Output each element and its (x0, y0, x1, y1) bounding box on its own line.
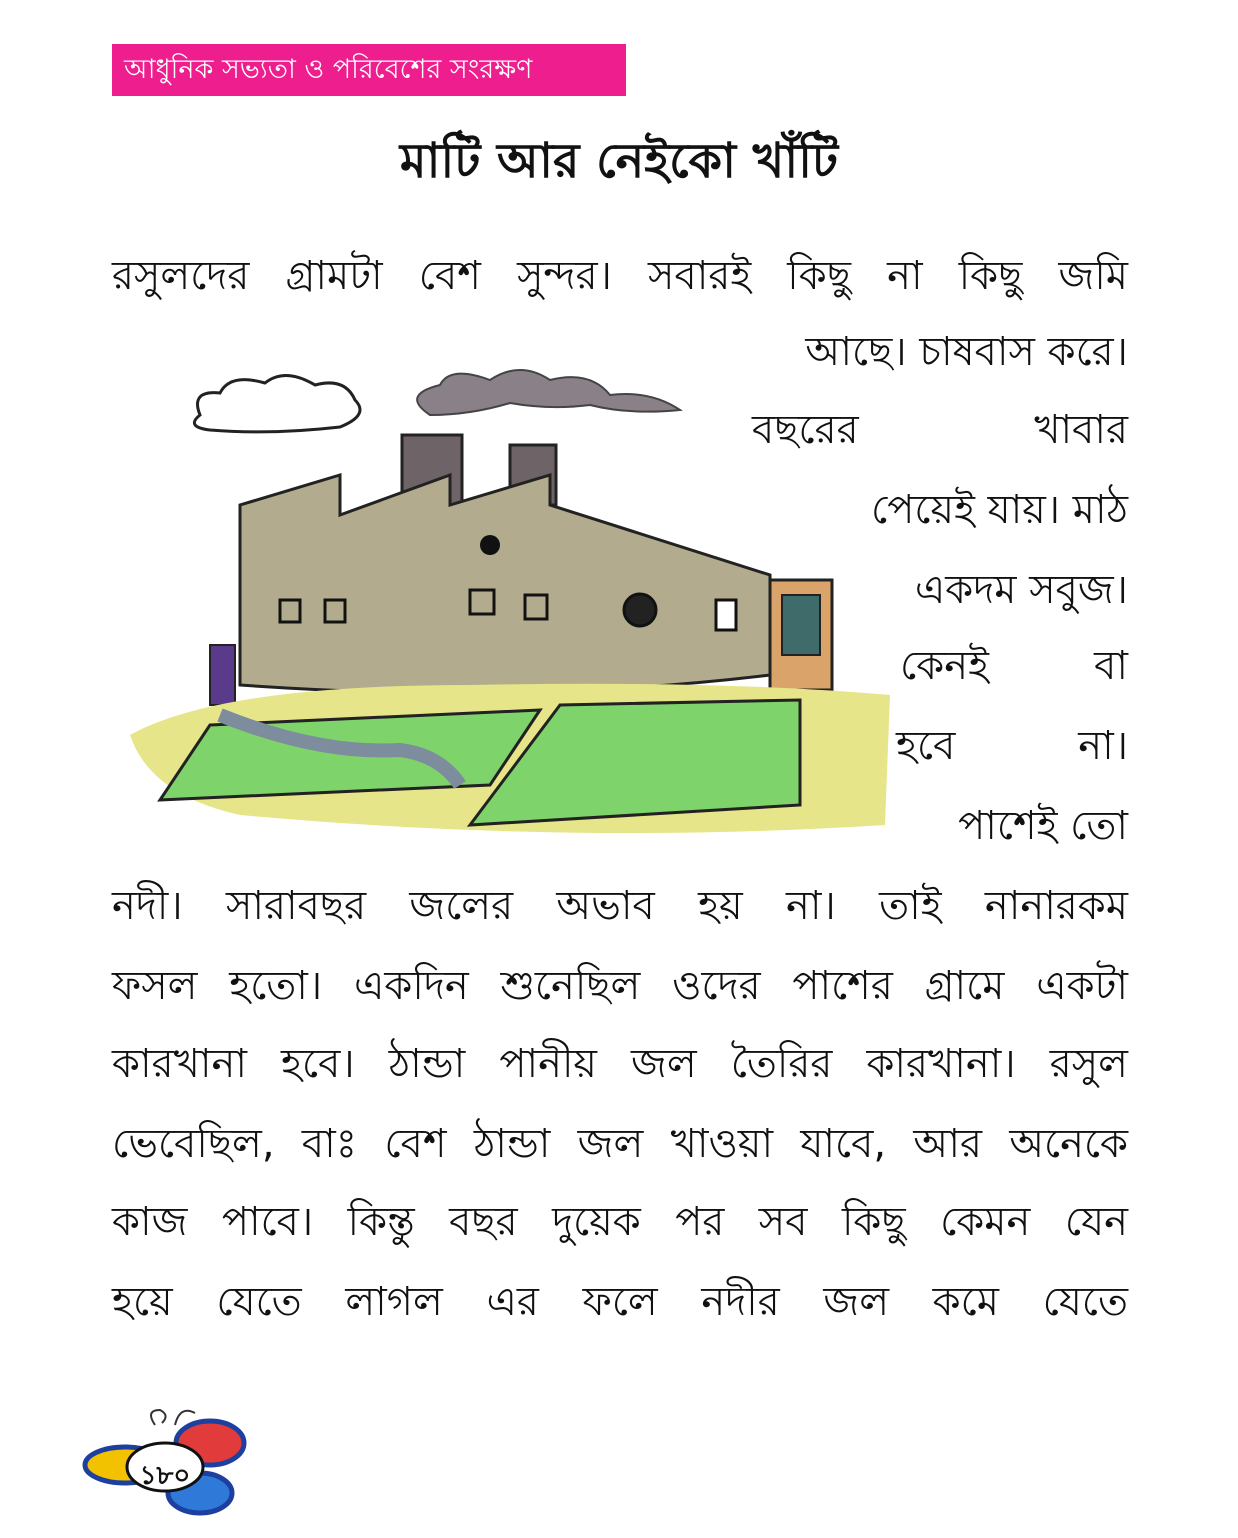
paragraph-line-13: কাজ পাবে। কিন্তু বছর দুয়েক পর সব কিছু কেমন যেন (112, 1199, 1128, 1245)
smoke-icon (417, 370, 680, 415)
shutter-icon (782, 595, 820, 655)
paragraph-line-11: কারখানা হবে। ঠান্ডা পানীয় জল তৈরির কারখানা। রসুল (112, 1041, 1128, 1087)
paragraph-line-7 (896, 716, 1128, 776)
round-window-icon (480, 535, 500, 555)
page-number: ১৮০ (139, 1461, 191, 1491)
door-icon (716, 600, 736, 630)
paragraph-line-12: ভেবেছিল, বাঃ বেশ ঠান্ডা জল খাওয়া যাবে, আর অনেকে (112, 1121, 1128, 1167)
paragraph-line-10: ফসল হতো। একদিন শুনেছিল ওদের পাশের গ্রামে একটা (112, 963, 1128, 1009)
paragraph-word: বছরের (752, 407, 859, 453)
paragraph-word: বা (1094, 643, 1128, 689)
cloud-icon (194, 375, 360, 431)
paragraph-line-14: হয়ে যেতে লাগল এর ফলে নদীর জল কমে যেতে (112, 1279, 1128, 1325)
page-number-badge (70, 1405, 270, 1525)
paragraph-line-6 (900, 636, 1128, 696)
pipe-icon (210, 645, 235, 705)
paragraph-line-5: একদম সবুজ। (914, 567, 1128, 613)
paragraph-line-4: পেয়েই যায়। মাঠ (871, 487, 1128, 533)
page-title: মাটি আর নেইকো খাঁটি (399, 133, 839, 189)
paragraph-line-2: আছে। চাষবাস করে। (805, 329, 1128, 375)
paragraph-line-8: পাশেই তো (958, 803, 1128, 849)
chapter-tag: আধুনিক সভ্যতা ও পরিবেশের সংরক্ষণ (112, 44, 626, 96)
paragraph-word: খাবার (1034, 407, 1128, 453)
paragraph-line-1: রসুলদের গ্রামটা বেশ সুন্দর। সবারই কিছু না কিছু জমি (112, 253, 1128, 299)
factory-building-icon (240, 475, 770, 693)
paragraph-line-9: নদী। সারাবছর জলের অভাব হয় না। তাই নানারকম (112, 883, 1128, 929)
paragraph-word: হবে (896, 723, 956, 769)
paragraph-word: কেনই (900, 643, 989, 689)
round-window-icon (624, 594, 656, 626)
factory-illustration (70, 355, 900, 875)
paragraph-word: না। (1078, 723, 1128, 769)
